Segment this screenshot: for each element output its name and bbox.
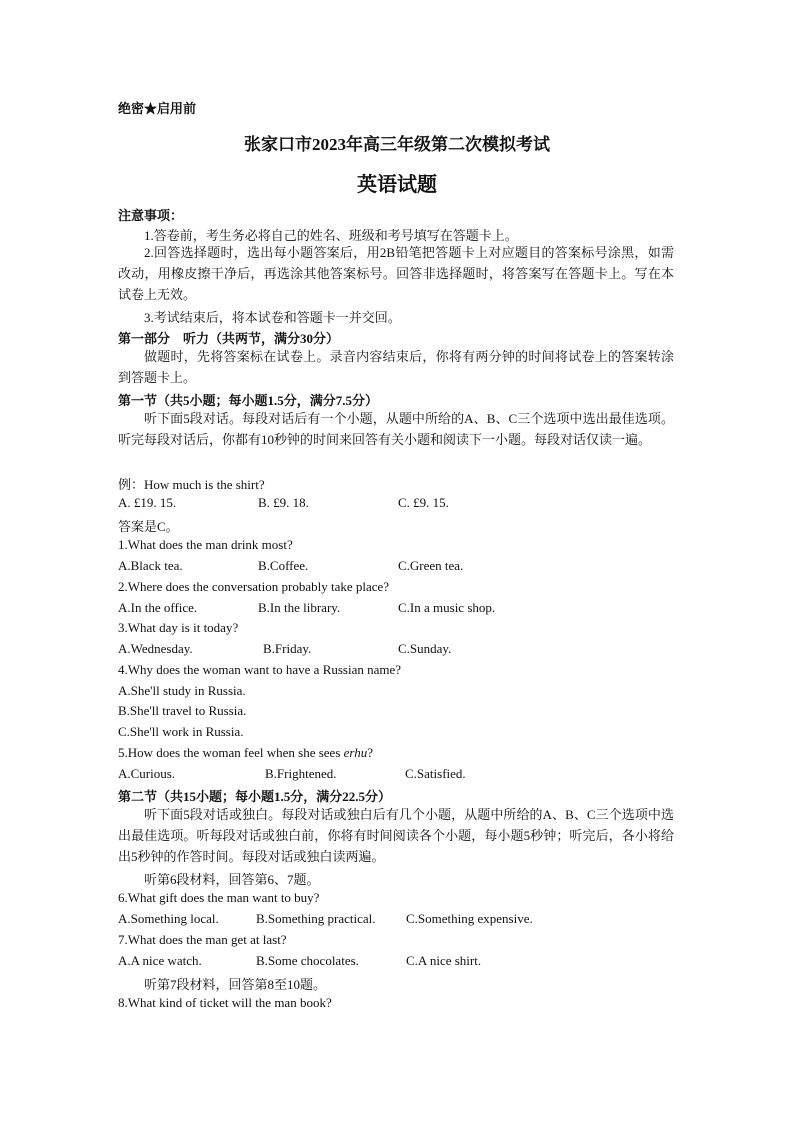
q1-option-c: C.Green tea.	[398, 558, 464, 573]
question-7: 7.What does the man get at last?	[118, 932, 287, 947]
section1-intro: 听下面5段对话。每段对话后有一个小题，从题中所给的A、B、C三个选项中选出最佳选项。听完每段对话后，你都有10秒钟的时间来回答有关小题和阅读下一小题。每段对话仅读一遍。	[118, 411, 674, 447]
example-option-c: C. £9. 15.	[398, 495, 449, 510]
q3-option-a: A.Wednesday.	[118, 641, 193, 656]
question-3: 3.What day is it today?	[118, 620, 239, 635]
q2-option-b: B.In the library.	[258, 600, 341, 615]
question-1: 1.What does the man drink most?	[118, 537, 293, 552]
q5-option-a: A.Curious.	[118, 766, 176, 781]
notice-heading: 注意事项：	[118, 208, 184, 223]
q4-option-a: A.She'll study in Russia.	[118, 683, 246, 698]
question-5: 5.How does the woman feel when she sees erhu?	[118, 745, 374, 760]
question-8: 8.What kind of ticket will the man book?	[118, 995, 332, 1010]
q6-option-a: A.Something local.	[118, 911, 219, 926]
question-6: 6.What gift does the man want to buy?	[118, 890, 320, 905]
section2-heading: 第二节（共15小题；每小题1.5分，满分22.5分）	[118, 789, 392, 804]
example-option-b: B. £9. 18.	[258, 495, 309, 510]
question-4: 4.Why does the woman want to have a Russian name?	[118, 662, 402, 677]
q5-option-b: B.Frightened.	[265, 766, 337, 781]
notice-item-3: 3.考试结束后，将本试卷和答题卡一并交回。	[144, 310, 401, 325]
notice-item-2: 2.回答选择题时，选出每小题答案后，用2B铅笔把答题卡上对应题目的答案标号涂黑，如需改动，用橡皮擦干净后，再选涂其他答案标号。回答非选择题时，将答案写在答题卡上。写在本试卷上无效。	[118, 245, 674, 302]
confidential-mark: 绝密★启用前	[118, 101, 197, 116]
notice-item-1: 1.答卷前，考生务必将自己的姓名、班级和考号填写在答题卡上。	[144, 228, 518, 243]
q7-option-a: A.A nice watch.	[118, 953, 202, 968]
q1-option-a: A.Black tea.	[118, 558, 183, 573]
material-7-note: 听第7段材料，回答第8至10题。	[144, 977, 327, 992]
q3-option-b: B.Friday.	[263, 641, 312, 656]
q7-option-b: B.Some chocolates.	[256, 953, 359, 968]
question-2: 2.Where does the conversation probably take place?	[118, 579, 390, 594]
example-option-a: A. £19. 15.	[118, 495, 177, 510]
section2-intro: 听下面5段对话或独白。每段对话或独白后有几个小题，从题中所给的A、B、C三个选项中选出最佳选项。听每段对话或独白前，你将有时间阅读各个小题，每小题5秒钟；听完后，各小将给出5秒钟的作答时间。每段对话或独白读两遍。	[118, 807, 674, 864]
q6-option-b: B.Something practical.	[256, 911, 376, 926]
q1-option-b: B.Coffee.	[258, 558, 309, 573]
erhu-term: erhu	[343, 745, 368, 760]
q5-option-c: C.Satisfied.	[405, 766, 466, 781]
q2-option-c: C.In a music shop.	[398, 600, 496, 615]
q6-option-c: C.Something expensive.	[406, 911, 533, 926]
part1-heading: 第一部分 听力（共两节，满分30分）	[118, 331, 340, 346]
q3-option-c: C.Sunday.	[398, 641, 452, 656]
section1-heading: 第一节（共5小题；每小题1.5分，满分7.5分）	[118, 393, 379, 408]
example-question: 例：How much is the shirt?	[118, 477, 265, 492]
q7-option-c: C.A nice shirt.	[406, 953, 482, 968]
exam-title: 张家口市2023年高三年级第二次模拟考试	[244, 135, 550, 154]
material-6-note: 听第6段材料，回答第6、7题。	[144, 872, 320, 887]
q4-option-c: C.She'll work in Russia.	[118, 724, 244, 739]
exam-subtitle: 英语试题	[357, 174, 437, 196]
q2-option-a: A.In the office.	[118, 600, 198, 615]
q4-option-b: B.She'll travel to Russia.	[118, 703, 247, 718]
example-answer: 答案是C。	[118, 519, 179, 534]
part1-intro: 做题时，先将答案标在试卷上。录音内容结束后，你将有两分钟的时间将试卷上的答案转涂到答题卡上。	[118, 349, 674, 385]
